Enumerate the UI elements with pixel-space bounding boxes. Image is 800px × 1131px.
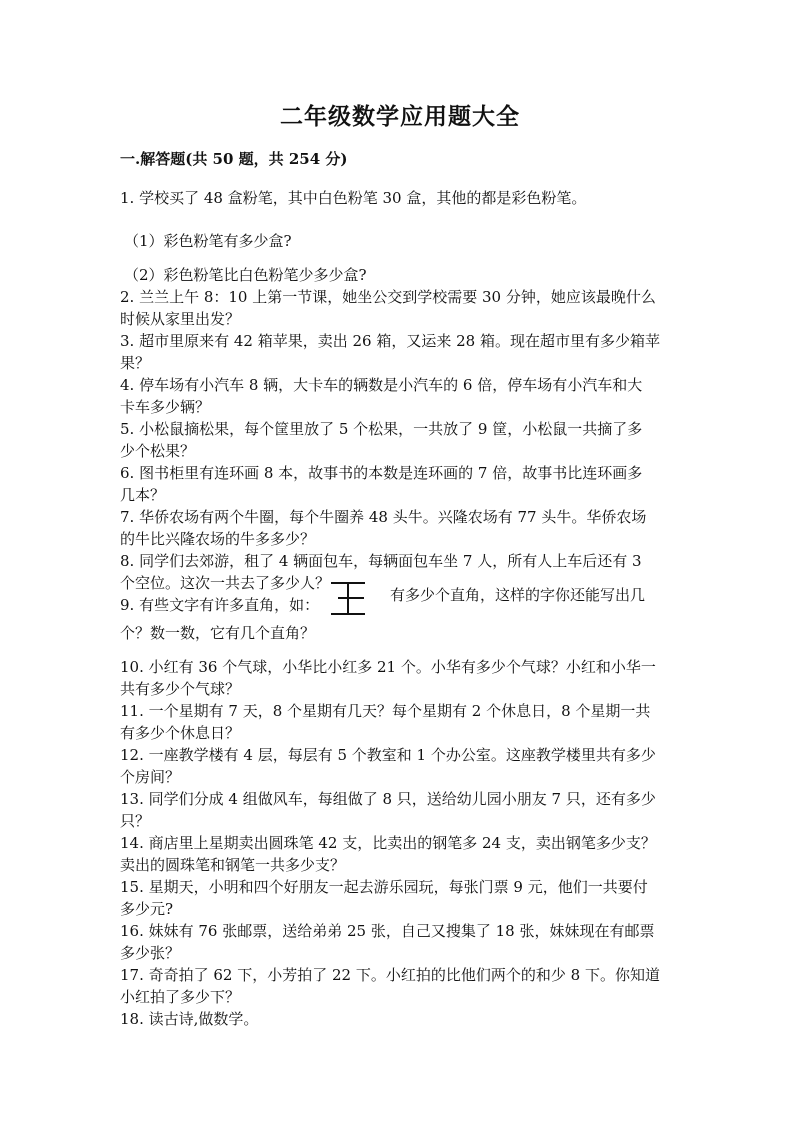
question-7-line-2: 的牛比兴隆农场的牛多多少？ <box>120 530 316 548</box>
question-10-line-1: 10. 小红有 36 个气球，小华比小红多 21 个。小华有多少个气球？小红和小华一 <box>120 658 656 676</box>
question-17-line-1: 17. 奇奇拍了 62 下，小芳拍了 22 下。小红拍的比他们两个的和少 8 下。你知道 <box>120 966 660 984</box>
question-10-line-2: 共有多少个气球？ <box>120 680 241 698</box>
question-9-text-before: 9. 有些文字有许多直角，如： <box>120 596 320 614</box>
question-18: 18. 读古诗,做数学。 <box>120 1010 259 1028</box>
question-12-line-2: 个房间？ <box>120 768 181 786</box>
question-3-line-1: 3. 超市里原来有 42 箱苹果，卖出 26 箱，又运来 28 箱。现在超市里有多少箱苹 <box>120 332 660 350</box>
question-17-line-2: 小红拍了多少下？ <box>120 988 241 1006</box>
question-16-line-1: 16. 妹妹有 76 张邮票，送给弟弟 25 张，自己又搜集了 18 张，妹妹现在有邮票 <box>120 922 655 940</box>
question-9-line-2: 个？数一数，它有几个直角？ <box>120 624 316 642</box>
section-heading: 一.解答题(共 50 题，共 254 分) <box>120 150 348 168</box>
question-3-line-2: 果？ <box>120 354 151 372</box>
question-8-line-1: 8. 同学们去郊游，租了 4 辆面包车，每辆面包车坐 7 人，所有人上车后还有 3 <box>120 552 642 570</box>
question-16-line-2: 多少张？ <box>120 944 181 962</box>
question-4-line-2: 卡车多少辆？ <box>120 398 211 416</box>
question-6-line-2: 几本？ <box>120 486 166 504</box>
question-11-line-1: 11. 一个星期有 7 天，8 个星期有几天？每个星期有 2 个休息日，8 个星期一共 <box>120 702 651 720</box>
question-2-line-1: 2. 兰兰上午 8：10 上第一节课，她坐公交到学校需要 30 分钟，她应该最晚什么 <box>120 288 656 306</box>
page-title: 二年级数学应用题大全 <box>280 103 520 130</box>
question-13-line-1: 13. 同学们分成 4 组做风车，每组做了 8 只，送给幼儿园小朋友 7 只，还有多少 <box>120 790 656 808</box>
question-9-text-after: 有多少个直角，这样的字你还能写出几 <box>390 586 646 604</box>
question-15-line-2: 多少元? <box>120 900 174 918</box>
question-14-line-1: 14. 商店里上星期卖出圆珠笔 42 支，比卖出的钢笔多 24 支，卖出钢笔多少支？ <box>120 834 656 852</box>
wang-character-figure <box>330 582 366 616</box>
question-6-line-1: 6. 图书柜里有连环画 8 本，故事书的本数是连环画的 7 倍，故事书比连环画多 <box>120 464 643 482</box>
question-14-line-2: 卖出的圆珠笔和钢笔一共多少支？ <box>120 856 346 874</box>
question-1-part-1: （1）彩色粉笔有多少盒? <box>124 232 292 250</box>
question-1-part-2: （2）彩色粉笔比白色粉笔少多少盒? <box>124 266 367 284</box>
question-13-line-2: 只？ <box>120 812 151 830</box>
question-5-line-2: 少个松果？ <box>120 442 196 460</box>
question-7-line-1: 7. 华侨农场有两个牛圈，每个牛圈养 48 头牛。兴隆农场有 77 头牛。华侨农场 <box>120 508 647 526</box>
question-1: 1. 学校买了 48 盒粉笔，其中白色粉笔 30 盒，其他的都是彩色粉笔。 <box>120 189 587 207</box>
question-12-line-1: 12. 一座教学楼有 4 层，每层有 5 个教室和 1 个办公室。这座教学楼里共有多少 <box>120 746 656 764</box>
question-11-line-2: 有多少个休息日？ <box>120 724 241 742</box>
question-8-line-2: 个空位。这次一共去了多少人？ <box>120 574 331 592</box>
question-2-line-2: 时候从家里出发？ <box>120 310 241 328</box>
question-15-line-1: 15. 星期天，小明和四个好朋友一起去游乐园玩，每张门票 9 元，他们一共要付 <box>120 878 648 896</box>
question-5-line-1: 5. 小松鼠摘松果，每个筐里放了 5 个松果，一共放了 9 筐，小松鼠一共摘了多 <box>120 420 643 438</box>
question-4-line-1: 4. 停车场有小汽车 8 辆，大卡车的辆数是小汽车的 6 倍，停车场有小汽车和大 <box>120 376 643 394</box>
